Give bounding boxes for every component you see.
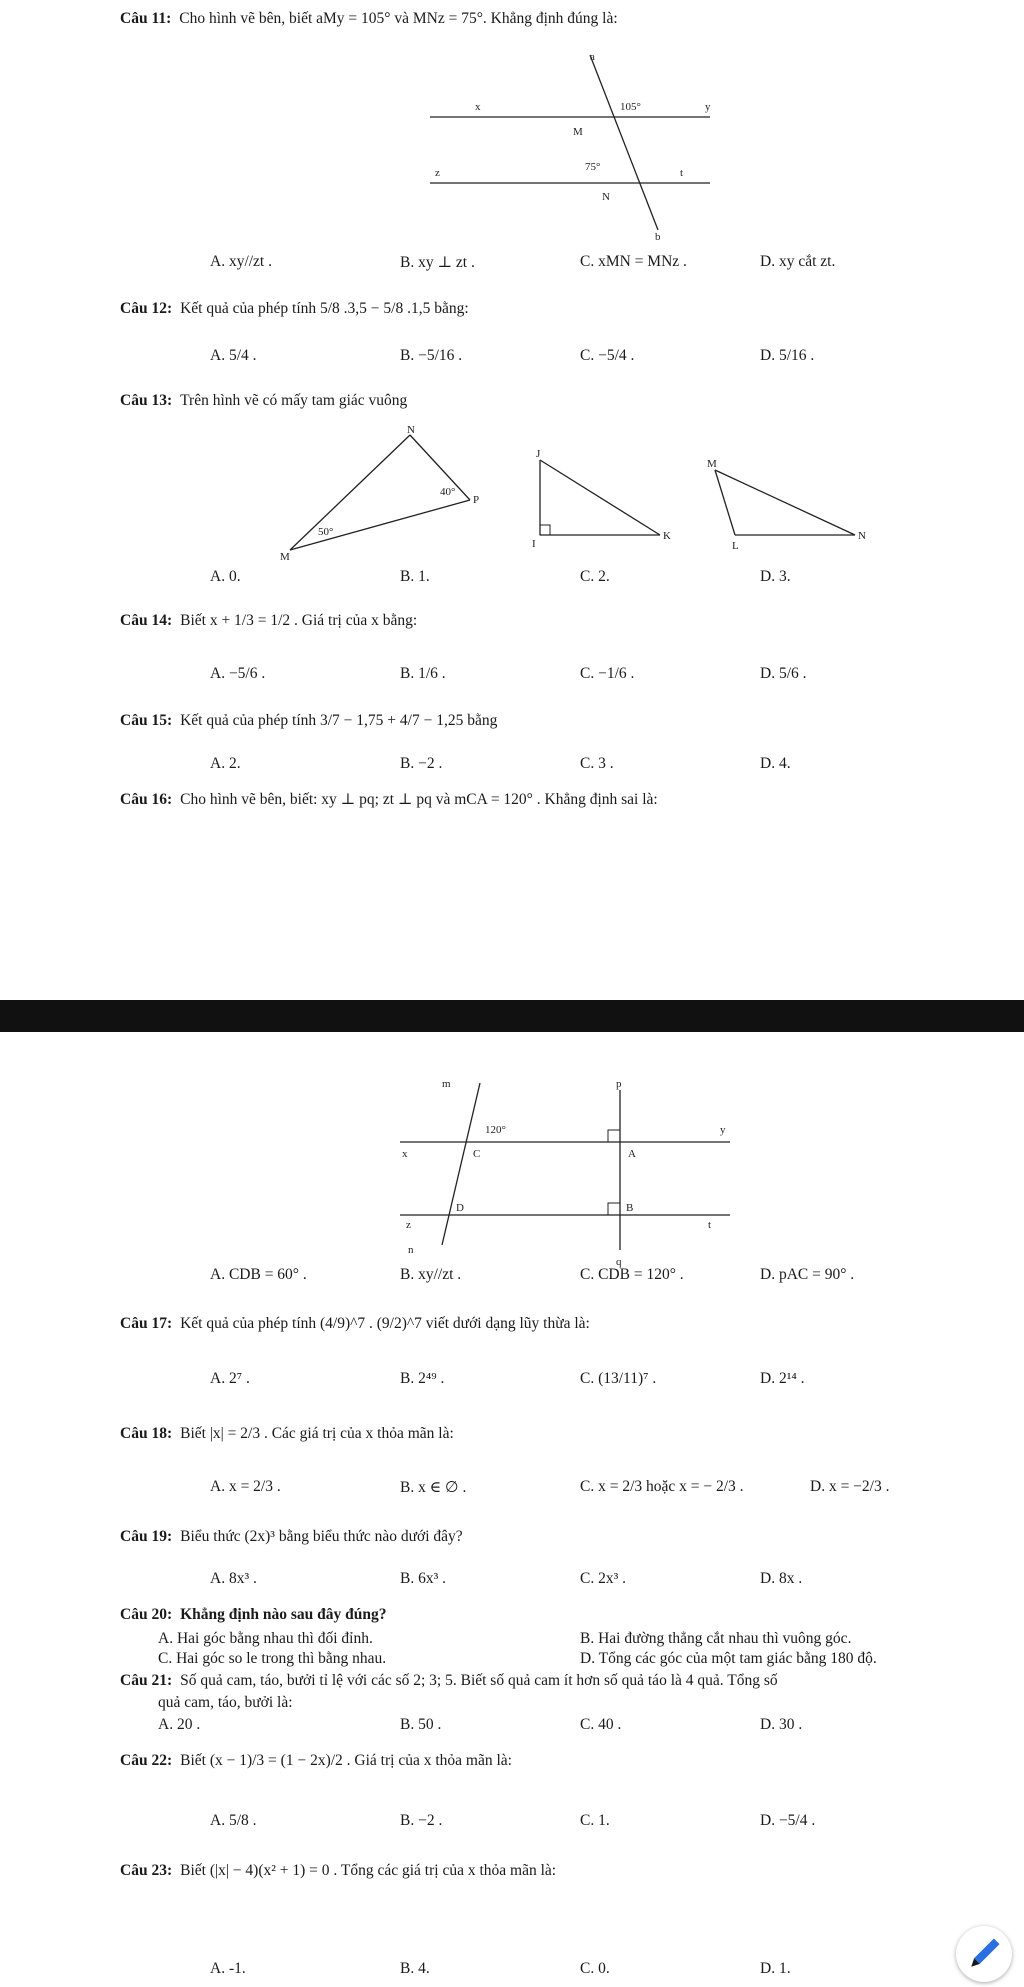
question-17 <box>120 1315 590 1333</box>
svg-text:x: x <box>475 101 481 113</box>
triangles-figure-13 <box>270 425 910 565</box>
svg-text:q: q <box>616 1256 622 1268</box>
option-b[interactable]: B. 1/6 . <box>400 665 446 682</box>
question-text: Biết (|x| − 4)(x² + 1) = 0 . Tổng các giá trị của x thỏa mãn là: <box>180 1862 557 1879</box>
svg-text:I: I <box>532 538 536 550</box>
option-a[interactable]: A. 0. <box>210 568 241 585</box>
question-number: Câu 12: <box>120 300 173 317</box>
svg-text:m: m <box>442 1078 451 1090</box>
question-number: Câu 23: <box>120 1862 173 1879</box>
question-16 <box>120 790 658 809</box>
option-c[interactable]: C. 2x³ . <box>580 1570 626 1587</box>
svg-text:p: p <box>616 1078 622 1090</box>
option-c[interactable]: C. 0. <box>580 1960 610 1977</box>
svg-text:C: C <box>473 1148 481 1160</box>
option-d[interactable]: D. Tổng các góc của một tam giác bằng 180 độ. <box>580 1650 877 1667</box>
svg-text:B: B <box>626 1202 634 1214</box>
option-d[interactable]: D. 8x . <box>760 1570 803 1587</box>
svg-text:P: P <box>473 494 480 506</box>
option-d[interactable]: D. 2¹⁴ . <box>760 1370 805 1387</box>
parallel-lines-figure-16 <box>380 1075 740 1268</box>
svg-text:50°: 50° <box>318 526 334 538</box>
option-c[interactable]: C. (13/11)⁷ . <box>580 1370 657 1387</box>
question-number: Câu 16: <box>120 791 173 808</box>
svg-text:N: N <box>602 191 610 203</box>
screen-black-band <box>0 1000 1024 1032</box>
svg-text:N: N <box>407 424 415 436</box>
option-d[interactable]: D. 3. <box>760 568 791 585</box>
option-a[interactable]: A. 20 . <box>158 1716 201 1733</box>
option-a[interactable]: A. xy//zt . <box>210 253 272 270</box>
option-a[interactable]: A. 8x³ . <box>210 1570 257 1587</box>
question-text: Kết quả của phép tính 5/8 .3,5 − 5/8 .1,5 bằng: <box>180 300 469 317</box>
option-c[interactable]: C. Hai góc so le trong thì bằng nhau. <box>158 1650 387 1667</box>
svg-text:y: y <box>705 101 711 113</box>
question-text: Cho hình vẽ bên, biết: xy ⊥ pq; zt ⊥ pq và mCA = 120° . Khẳng định sai là: <box>180 791 658 808</box>
question-23 <box>120 1862 556 1880</box>
option-d[interactable]: D. 4. <box>760 755 791 772</box>
option-c[interactable]: C. 3 . <box>580 755 614 772</box>
option-b[interactable]: B. −2 . <box>400 1812 443 1829</box>
option-c[interactable]: C. −1/6 . <box>580 665 635 682</box>
option-d[interactable]: D. 5/16 . <box>760 347 815 364</box>
option-d[interactable]: D. 1. <box>760 1960 791 1977</box>
option-a[interactable]: A. 2. <box>210 755 241 772</box>
question-18 <box>120 1425 454 1443</box>
svg-text:D: D <box>456 1202 464 1214</box>
option-a[interactable]: A. 5/4 . <box>210 347 257 364</box>
pencil-icon <box>956 1926 1012 1982</box>
svg-text:N: N <box>858 530 866 542</box>
svg-text:120°: 120° <box>485 1124 506 1136</box>
question-number: Câu 15: <box>120 712 173 729</box>
svg-text:y: y <box>720 1124 726 1136</box>
question-12 <box>120 300 469 318</box>
svg-text:75°: 75° <box>585 161 601 173</box>
question-text-continued: quả cam, táo, bưởi là: <box>158 1694 293 1711</box>
question-number: Câu 19: <box>120 1528 173 1545</box>
question-21 <box>120 1672 778 1690</box>
question-text: Biết |x| = 2/3 . Các giá trị của x thỏa mãn là: <box>180 1425 454 1442</box>
option-b[interactable]: B. 2⁴⁹ . <box>400 1370 445 1387</box>
option-d[interactable]: D. 30 . <box>760 1716 803 1733</box>
option-d[interactable]: D. pAC = 90° . <box>760 1266 855 1283</box>
svg-text:L: L <box>732 540 739 552</box>
option-a[interactable]: A. −5/6 . <box>210 665 266 682</box>
svg-text:z: z <box>435 167 440 179</box>
svg-text:a: a <box>590 51 595 63</box>
option-a[interactable]: A. Hai góc bằng nhau thì đối đỉnh. <box>158 1630 373 1647</box>
option-b[interactable]: B. 50 . <box>400 1716 442 1733</box>
question-text: Biết (x − 1)/3 = (1 − 2x)/2 . Giá trị của x thỏa mãn là: <box>180 1752 512 1769</box>
question-text: Biết x + 1/3 = 1/2 . Giá trị của x bằng: <box>180 612 418 629</box>
option-d[interactable]: D. xy cắt zt. <box>760 253 836 270</box>
question-text: Khẳng định nào sau đây đúng? <box>180 1606 387 1623</box>
svg-text:J: J <box>536 448 541 460</box>
option-c[interactable]: C. 2. <box>580 568 610 585</box>
question-number: Câu 13: <box>120 392 173 409</box>
parallel-lines-figure-11 <box>420 50 711 243</box>
question-number: Câu 22: <box>120 1752 173 1769</box>
question-15 <box>120 712 497 730</box>
option-a[interactable]: A. CDB = 60° . <box>210 1266 307 1283</box>
option-c[interactable]: C. CDB = 120° . <box>580 1266 684 1283</box>
question-number: Câu 11: <box>120 10 172 27</box>
question-text: Kết quả của phép tính 3/7 − 1,75 + 4/7 − 1,25 bằng <box>180 712 498 729</box>
question-text: Kết quả của phép tính (4/9)^7 . (9/2)^7 viết dưới dạng lũy thừa là: <box>180 1315 590 1332</box>
svg-text:K: K <box>663 530 671 542</box>
option-b[interactable]: B. −2 . <box>400 755 443 772</box>
pencil-button[interactable] <box>956 1926 1012 1982</box>
svg-text:z: z <box>406 1219 411 1231</box>
svg-text:105°: 105° <box>620 101 641 113</box>
question-text: Cho hình vẽ bên, biết aMy = 105° và MNz = 75°. Khẳng định đúng là: <box>179 10 618 27</box>
svg-text:M: M <box>707 458 717 470</box>
option-b[interactable]: B. 4. <box>400 1960 430 1977</box>
option-a[interactable]: A. -1. <box>210 1960 246 1977</box>
option-d[interactable]: D. x = −2/3 . <box>810 1478 890 1495</box>
svg-text:x: x <box>402 1148 408 1160</box>
option-a[interactable]: A. 2⁷ . <box>210 1370 250 1387</box>
svg-text:t: t <box>680 167 684 179</box>
option-b[interactable]: B. 1. <box>400 568 430 585</box>
svg-text:t: t <box>708 1219 712 1231</box>
option-a[interactable]: A. x = 2/3 . <box>210 1478 281 1495</box>
question-number: Câu 20: <box>120 1606 173 1623</box>
question-number: Câu 21: <box>120 1672 173 1689</box>
option-c[interactable]: C. xMN = MNz . <box>580 253 687 270</box>
question-number: Câu 18: <box>120 1425 173 1442</box>
option-d[interactable]: D. −5/4 . <box>760 1812 816 1829</box>
option-c[interactable]: C. x = 2/3 hoặc x = − 2/3 . <box>580 1478 744 1495</box>
question-20 <box>120 1606 386 1624</box>
question-text: Biểu thức (2x)³ bằng biểu thức nào dưới đây? <box>180 1528 463 1545</box>
option-c[interactable]: C. −5/4 . <box>580 347 635 364</box>
svg-text:M: M <box>280 551 290 563</box>
option-b[interactable]: B. Hai đường thẳng cắt nhau thì vuông góc. <box>580 1630 852 1647</box>
question-text: Số quả cam, táo, bưởi tỉ lệ với các số 2; 3; 5. Biết số quả cam ít hơn số quả táo là 4 quả. Tổng số <box>180 1672 778 1689</box>
question-11 <box>120 10 618 28</box>
question-22 <box>120 1752 512 1770</box>
svg-text:n: n <box>408 1244 414 1256</box>
option-b[interactable]: B. 6x³ . <box>400 1570 446 1587</box>
option-c[interactable]: C. 1. <box>580 1812 610 1829</box>
question-number: Câu 14: <box>120 612 173 629</box>
svg-text:b: b <box>655 231 661 243</box>
option-b[interactable]: B. −5/16 . <box>400 347 463 364</box>
question-14 <box>120 612 417 630</box>
option-b[interactable]: B. xy ⊥ zt . <box>400 254 475 271</box>
svg-text:A: A <box>628 1148 636 1160</box>
option-a[interactable]: A. 5/8 . <box>210 1812 257 1829</box>
question-number: Câu 17: <box>120 1315 173 1332</box>
question-13 <box>120 392 407 410</box>
option-b[interactable]: B. xy//zt . <box>400 1266 462 1283</box>
svg-text:40°: 40° <box>440 486 456 498</box>
question-19 <box>120 1528 463 1546</box>
option-b[interactable]: B. x ∈ ∅ . <box>400 1479 467 1496</box>
option-c[interactable]: C. 40 . <box>580 1716 622 1733</box>
svg-text:M: M <box>573 126 583 138</box>
option-d[interactable]: D. 5/6 . <box>760 665 807 682</box>
question-text: Trên hình vẽ có mấy tam giác vuông <box>180 392 408 409</box>
